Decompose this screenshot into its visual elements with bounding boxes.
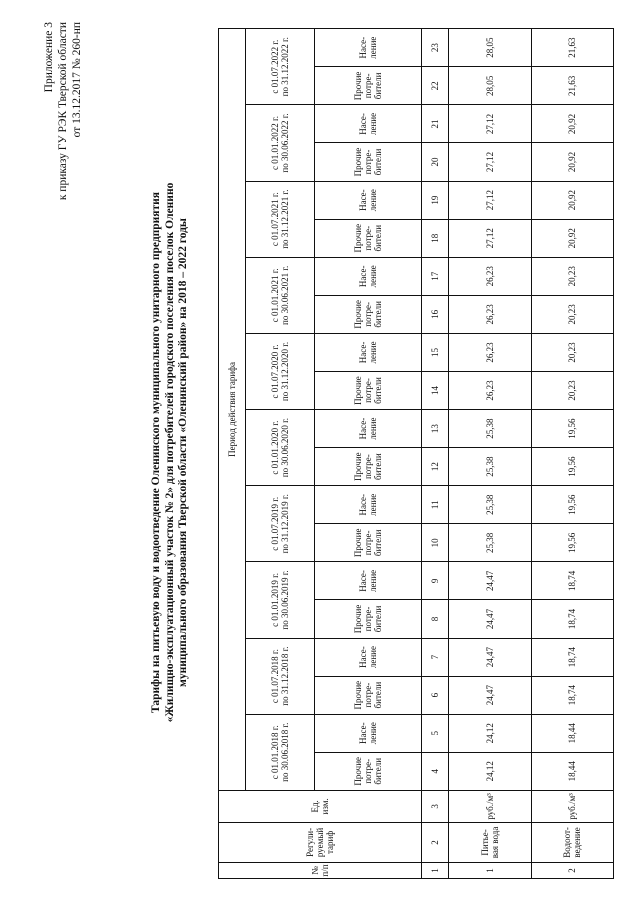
column-number: 17 <box>421 257 448 295</box>
appendix-line-2: к приказу ГУ РЭК Тверской области <box>57 22 69 201</box>
period-range <box>246 562 315 638</box>
period-range <box>246 638 315 714</box>
column-number: 23 <box>421 29 448 67</box>
tariff-value: 18,74 <box>531 638 613 676</box>
period-to: по 31.12.2019 г. <box>280 494 291 554</box>
period-to: по 31.12.2018 г. <box>280 646 291 706</box>
tariff-table <box>218 28 614 879</box>
period-to: по 30.06.2022 г. <box>280 113 291 173</box>
period-from: с 01.07.2022 г. <box>270 39 281 94</box>
header-population: Насе-ление <box>315 486 421 524</box>
period-from: с 01.07.2021 г. <box>270 192 281 247</box>
column-number: 2 <box>421 822 448 862</box>
tariff-value: 25,38 <box>449 486 531 524</box>
header-tariff: Регули-руемый тариф <box>219 822 422 862</box>
tariff-value: 26,23 <box>449 295 531 333</box>
header-other-consumers: Прочие потре-бители <box>315 295 421 333</box>
title-line-3: муниципального образования Тверской области «Оленинский район» на 2018 – 2022 годы <box>177 218 189 687</box>
tariff-value: 19,56 <box>531 410 613 448</box>
row-unit: руб./м³ <box>449 790 531 822</box>
column-number: 11 <box>421 486 448 524</box>
column-number: 20 <box>421 143 448 181</box>
title-line-2: «Жилищно-эксплуатационный участок № 2» для потребителей городского поселения поселок Оленино <box>163 182 176 723</box>
header-population: Насе-ление <box>315 181 421 219</box>
appendix-line-1: Приложение 3 <box>43 22 55 93</box>
tariff-value: 20,23 <box>531 257 613 295</box>
header-population: Насе-ление <box>315 257 421 295</box>
column-number: 21 <box>421 105 448 143</box>
header-population: Насе-ление <box>315 410 421 448</box>
period-range <box>246 486 315 562</box>
period-to: по 30.06.2021 г. <box>280 265 291 325</box>
tariff-value: 18,74 <box>531 600 613 638</box>
tariff-value: 21,63 <box>531 67 613 105</box>
tariff-value: 27,12 <box>449 219 531 257</box>
tariff-value: 25,38 <box>449 524 531 562</box>
tariff-value: 26,23 <box>449 333 531 371</box>
header-other-consumers: Прочие потре-бители <box>315 67 421 105</box>
period-to: по 30.06.2018 г. <box>280 722 291 782</box>
header-no: № п/п <box>219 862 422 878</box>
header-population: Насе-ление <box>315 714 421 752</box>
period-from: с 01.01.2022 г. <box>270 116 281 170</box>
header-row-dates <box>246 29 315 879</box>
row-number: 1 <box>449 862 531 878</box>
period-from: с 01.01.2021 г. <box>270 268 281 323</box>
header-other-consumers: Прочие потре-бители <box>315 752 421 790</box>
column-number-row <box>421 29 448 879</box>
tariff-value: 18,44 <box>531 752 613 790</box>
column-number: 3 <box>421 790 448 822</box>
period-from: с 01.01.2020 г. <box>270 420 281 475</box>
header-unit: Ед. изм. <box>219 790 422 822</box>
tariff-value: 18,74 <box>531 562 613 600</box>
period-to: по 31.12.2022 г. <box>280 37 291 97</box>
tariff-value: 20,23 <box>531 295 613 333</box>
appendix-header <box>42 22 84 200</box>
tariff-value: 24,12 <box>449 752 531 790</box>
period-to: по 30.06.2020 г. <box>280 418 291 478</box>
row-tariff-name: Водоот-ведение <box>531 822 613 862</box>
tariff-value: 19,56 <box>531 524 613 562</box>
tariff-value: 27,12 <box>449 143 531 181</box>
row-tariff-name: Питье-вая вода <box>449 822 531 862</box>
row-number: 2 <box>531 862 613 878</box>
column-number: 6 <box>421 676 448 714</box>
header-other-consumers: Прочие потре-бители <box>315 143 421 181</box>
table-row <box>449 29 531 879</box>
tariff-value: 20,92 <box>531 143 613 181</box>
tariff-value: 28,05 <box>449 67 531 105</box>
header-population: Насе-ление <box>315 105 421 143</box>
tariff-value: 20,23 <box>531 333 613 371</box>
tariff-value: 20,92 <box>531 105 613 143</box>
title-line-1: Тарифы на питьевую воду и водоотведение Оленинского муниципального унитарного предприятия <box>150 191 162 714</box>
header-population: Насе-ление <box>315 638 421 676</box>
header-population: Насе-ление <box>315 333 421 371</box>
tariff-value: 19,56 <box>531 486 613 524</box>
tariff-value: 19,56 <box>531 448 613 486</box>
tariff-value: 26,23 <box>449 257 531 295</box>
column-number: 18 <box>421 219 448 257</box>
column-number: 1 <box>421 862 448 878</box>
header-other-consumers: Прочие потре-бители <box>315 600 421 638</box>
tariff-value: 18,44 <box>531 714 613 752</box>
header-other-consumers: Прочие потре-бители <box>315 448 421 486</box>
period-to: по 31.12.2020 г. <box>280 341 291 402</box>
tariff-value: 25,38 <box>449 448 531 486</box>
period-to: по 31.12.2021 г. <box>280 189 291 249</box>
column-number: 14 <box>421 371 448 409</box>
column-number: 19 <box>421 181 448 219</box>
table-row <box>531 29 613 879</box>
period-range <box>246 181 315 257</box>
period-from: с 01.07.2020 г. <box>270 344 281 399</box>
column-number: 8 <box>421 600 448 638</box>
tariff-value: 20,92 <box>531 181 613 219</box>
document-title <box>150 80 191 825</box>
header-other-consumers: Прочие потре-бители <box>315 524 421 562</box>
tariff-value: 21,63 <box>531 29 613 67</box>
period-from: с 01.01.2019 г. <box>270 572 281 627</box>
column-number: 7 <box>421 638 448 676</box>
period-range <box>246 410 315 486</box>
period-from: с 01.07.2018 г. <box>270 649 281 704</box>
column-number: 10 <box>421 524 448 562</box>
tariff-value: 24,47 <box>449 638 531 676</box>
tariff-value: 24,47 <box>449 600 531 638</box>
column-number: 9 <box>421 562 448 600</box>
header-other-consumers: Прочие потре-бители <box>315 676 421 714</box>
header-period: Период действия тарифа <box>219 29 246 791</box>
column-number: 5 <box>421 714 448 752</box>
tariff-value: 24,47 <box>449 562 531 600</box>
tariff-value: 28,05 <box>449 29 531 67</box>
tariff-value: 24,47 <box>449 676 531 714</box>
header-population: Насе-ление <box>315 29 421 67</box>
tariff-value: 26,23 <box>449 371 531 409</box>
period-range <box>246 105 315 181</box>
column-number: 15 <box>421 333 448 371</box>
period-from: с 01.07.2019 г. <box>270 496 281 551</box>
tariff-value: 20,92 <box>531 219 613 257</box>
header-row-period <box>219 29 246 879</box>
header-other-consumers: Прочие потре-бители <box>315 371 421 409</box>
period-to: по 30.06.2019 г. <box>280 570 291 630</box>
column-number: 12 <box>421 448 448 486</box>
period-range <box>246 333 315 409</box>
period-from: с 01.01.2018 г. <box>270 725 281 780</box>
row-unit: руб./м³ <box>531 790 613 822</box>
header-row-consumers <box>315 29 421 879</box>
tariff-value: 20,23 <box>531 371 613 409</box>
header-other-consumers: Прочие потре-бители <box>315 219 421 257</box>
column-number: 4 <box>421 752 448 790</box>
column-number: 22 <box>421 67 448 105</box>
tariff-value: 27,12 <box>449 105 531 143</box>
period-range <box>246 257 315 333</box>
period-range <box>246 714 315 790</box>
header-population: Насе-ление <box>315 562 421 600</box>
column-number: 13 <box>421 410 448 448</box>
tariff-value: 24,12 <box>449 714 531 752</box>
column-number: 16 <box>421 295 448 333</box>
tariff-value: 25,38 <box>449 410 531 448</box>
tariff-value: 18,74 <box>531 676 613 714</box>
period-range <box>246 29 315 105</box>
tariff-value: 27,12 <box>449 181 531 219</box>
appendix-line-3: от 13.12.2017 № 260-нп <box>71 22 83 138</box>
